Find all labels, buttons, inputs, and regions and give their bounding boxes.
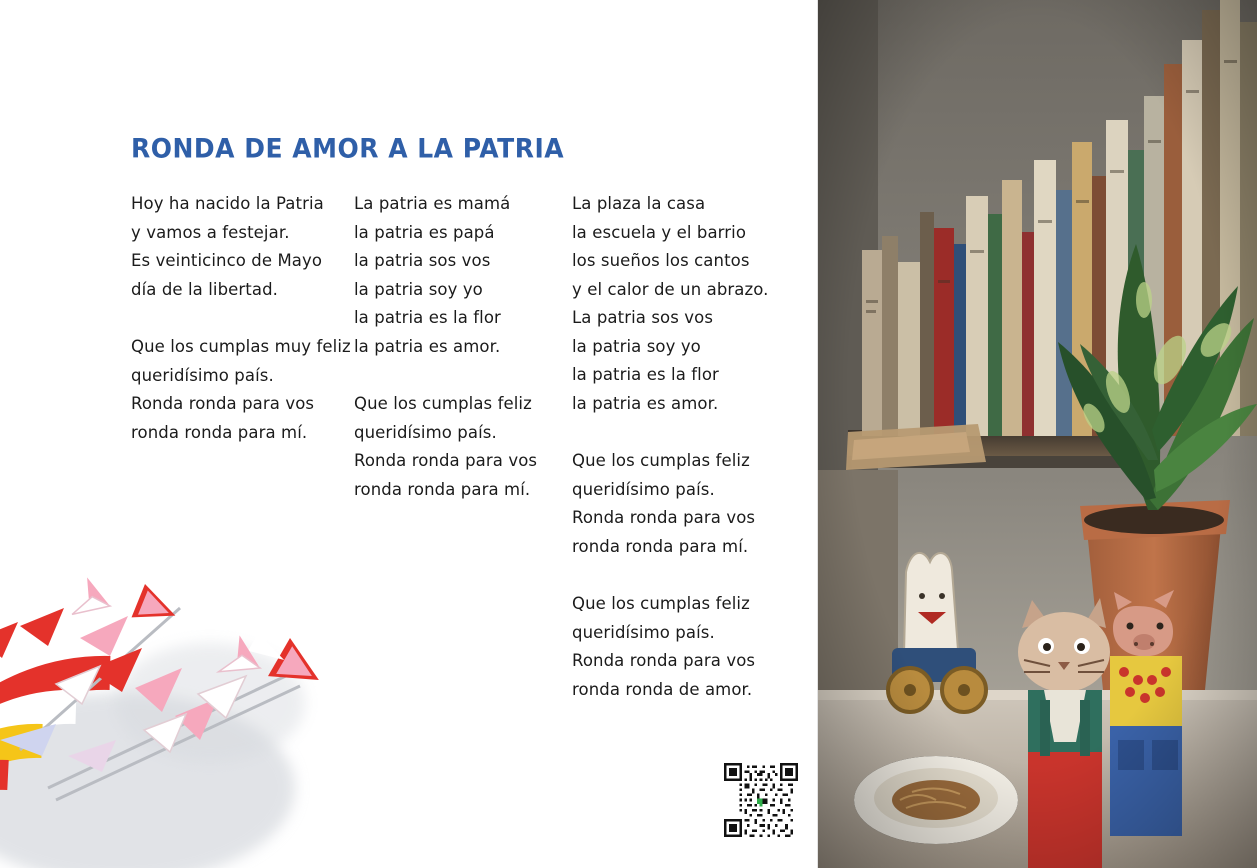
- poem-line: La plaza la casa: [572, 194, 706, 213]
- poem-line: ronda ronda para mí.: [572, 536, 749, 556]
- poem-line: La patria sos vos: [572, 308, 714, 327]
- poem-line: Que los cumplas feliz: [572, 594, 750, 613]
- poem-line: queridísimo país.: [572, 622, 715, 642]
- poem-line: Hoy ha nacido la Patria: [131, 194, 324, 213]
- poem-line: día de la libertad.: [131, 279, 278, 299]
- stanza: [572, 447, 767, 561]
- poem-line: la patria es amor.: [354, 336, 501, 356]
- qr-code[interactable]: [724, 763, 798, 837]
- poem-line: Que los cumplas muy feliz: [131, 337, 351, 356]
- stanza: [572, 190, 767, 418]
- poem-line: Ronda ronda para vos: [572, 508, 756, 527]
- poem-line: ronda ronda para mí.: [354, 479, 531, 499]
- poem-line: Ronda ronda para vos: [572, 651, 756, 670]
- poem-line: y vamos a festejar.: [131, 222, 290, 242]
- poem-line: la patria sos vos: [354, 251, 491, 270]
- poem-line: Ronda ronda para vos: [354, 451, 538, 470]
- poem-column-3: [572, 190, 767, 704]
- poem-line: la patria es papá: [354, 222, 495, 242]
- stanza: [572, 590, 767, 704]
- poem-column-2: [354, 190, 539, 504]
- poem-line: la patria es la flor: [572, 365, 719, 384]
- poem-line: ronda ronda para mí.: [131, 422, 308, 442]
- stanza: [131, 190, 324, 304]
- poem-line: Es veinticinco de Mayo: [131, 251, 323, 270]
- stanza: [354, 390, 539, 504]
- poem-line: Ronda ronda para vos: [131, 394, 315, 413]
- poem-line: La patria es mamá: [354, 194, 511, 213]
- poem-line: ronda ronda de amor.: [572, 679, 753, 699]
- stanza: [131, 333, 351, 447]
- page-title: RONDA DE AMOR A LA PATRIA: [131, 133, 565, 164]
- bookshelf-plant-wooden-toys-photo: [818, 0, 1257, 868]
- poem-line: los sueños los cantos: [572, 251, 750, 270]
- poem-line: Que los cumplas feliz: [354, 394, 532, 413]
- poem-line: queridísimo país.: [572, 479, 715, 499]
- poem-line: Que los cumplas feliz: [572, 451, 750, 470]
- poem-line: la patria soy yo: [572, 336, 701, 356]
- poem-line: la patria es amor.: [572, 393, 719, 413]
- poem-line: la escuela y el barrio: [572, 222, 747, 242]
- poem-column-1: [131, 190, 351, 447]
- poem-line: queridísimo país.: [131, 365, 274, 385]
- poem-line: la patria es la flor: [354, 308, 501, 327]
- poem-line: y el calor de un abrazo.: [572, 279, 769, 299]
- poem-line: queridísimo país.: [354, 422, 497, 442]
- poem-line: la patria soy yo: [354, 279, 483, 299]
- poem-columns: [131, 190, 771, 704]
- stanza: [354, 190, 539, 361]
